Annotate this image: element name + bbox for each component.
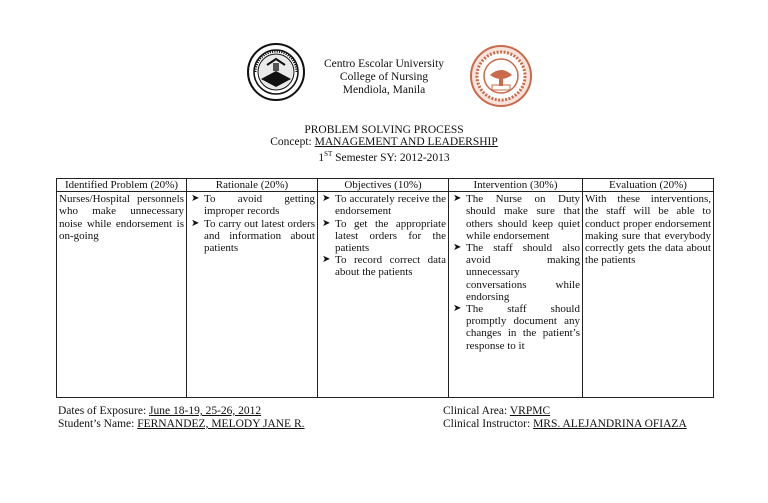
instructor-label: Clinical Instructor: [443, 418, 534, 430]
college-name: College of Nursing [339, 71, 429, 83]
student-name [58, 418, 305, 431]
header-intervention: Intervention (30%) [449, 179, 583, 192]
rationale-text: To carry out latest orders and information about patients [204, 217, 315, 255]
dates-value: June 18-19, 25-26, 2012 [149, 405, 262, 417]
arrow-bullet-icon: ➤ [191, 217, 200, 229]
list-item [320, 193, 446, 217]
clinical-area [443, 405, 687, 418]
list-item [189, 218, 315, 255]
arrow-bullet-icon: ➤ [322, 217, 331, 229]
arrow-bullet-icon: ➤ [191, 193, 200, 205]
semester-ordinal: ST [324, 150, 333, 158]
table-row [57, 192, 714, 398]
area-label: Clinical Area: [443, 405, 510, 417]
objective-text: To record correct data about the patients [335, 254, 446, 279]
university-seal-logo [247, 43, 305, 101]
list-item [451, 242, 580, 303]
list-item [451, 193, 580, 242]
evaluation-cell: With these interventions, the staff will be able to conduct proper endorsement making sure that everybody correctly gets the data about the patients [583, 192, 714, 398]
rationale-cell [187, 192, 318, 398]
rationale-text: To avoid getting improper records [204, 193, 315, 218]
semester-line [230, 148, 538, 164]
student-label: Student’s Name: [58, 418, 138, 430]
objective-text: To get the appropriate latest orders for the patients [335, 217, 446, 255]
arrow-bullet-icon: ➤ [453, 193, 462, 205]
institution-header [300, 58, 468, 97]
table-header-row [57, 179, 714, 192]
rationale-list [189, 193, 315, 254]
dates-of-exposure [58, 405, 305, 418]
objectives-cell [318, 192, 449, 398]
intervention-list [451, 193, 580, 352]
college-of-nursing-seal-logo [470, 45, 532, 107]
instructor-value: MRS. ALEJANDRINA OFIAZA [533, 418, 687, 430]
semester-number: 1 [318, 151, 325, 164]
semester-text: Semester SY: 2012-2013 [332, 151, 450, 164]
header-objectives: Objectives (10%) [318, 179, 449, 192]
concept-label: Concept: [270, 136, 315, 148]
objectives-list [320, 193, 446, 278]
concept-value: MANAGEMENT AND LEADERSHIP [314, 136, 498, 148]
list-item [320, 218, 446, 255]
header-evaluation: Evaluation (20%) [583, 179, 714, 192]
header-rationale: Rationale (20%) [187, 179, 318, 192]
list-item [189, 193, 315, 217]
intervention-cell [449, 192, 583, 398]
problem-solving-table [56, 178, 714, 398]
student-value: FERNANDEZ, MELODY JANE R. [137, 418, 305, 430]
list-item [320, 254, 446, 278]
clinical-instructor [443, 418, 687, 431]
footer-right [443, 405, 687, 431]
arrow-bullet-icon: ➤ [322, 254, 331, 266]
arrow-bullet-icon: ➤ [322, 193, 331, 205]
document-title: PROBLEM SOLVING PROCESS [304, 124, 464, 136]
university-name: Centro Escolar University [323, 58, 445, 70]
dates-label: Dates of Exposure: [58, 405, 150, 417]
header-identified-problem: Identified Problem (20%) [57, 179, 187, 192]
intervention-text: The staff should promptly document any changes in the patient’s response to it [466, 303, 580, 352]
area-value: VRPMC [509, 405, 551, 417]
objective-text: To accurately receive the endorsement [335, 193, 446, 218]
list-item [451, 303, 580, 352]
document-title-block [230, 124, 538, 164]
identified-problem-cell: Nurses/Hospital personnels who make unnecessary noise while endorsement is on-going [57, 192, 187, 398]
concept-line [230, 136, 538, 148]
campus-location: Mendiola, Manila [342, 84, 426, 96]
intervention-text: The Nurse on Duty should make sure that others should keep quiet while endorsement [466, 193, 580, 242]
arrow-bullet-icon: ➤ [453, 242, 462, 254]
intervention-text: The staff should also avoid making unnecessary conversations while endorsing [466, 242, 580, 303]
arrow-bullet-icon: ➤ [453, 303, 462, 315]
footer-left [58, 405, 305, 431]
